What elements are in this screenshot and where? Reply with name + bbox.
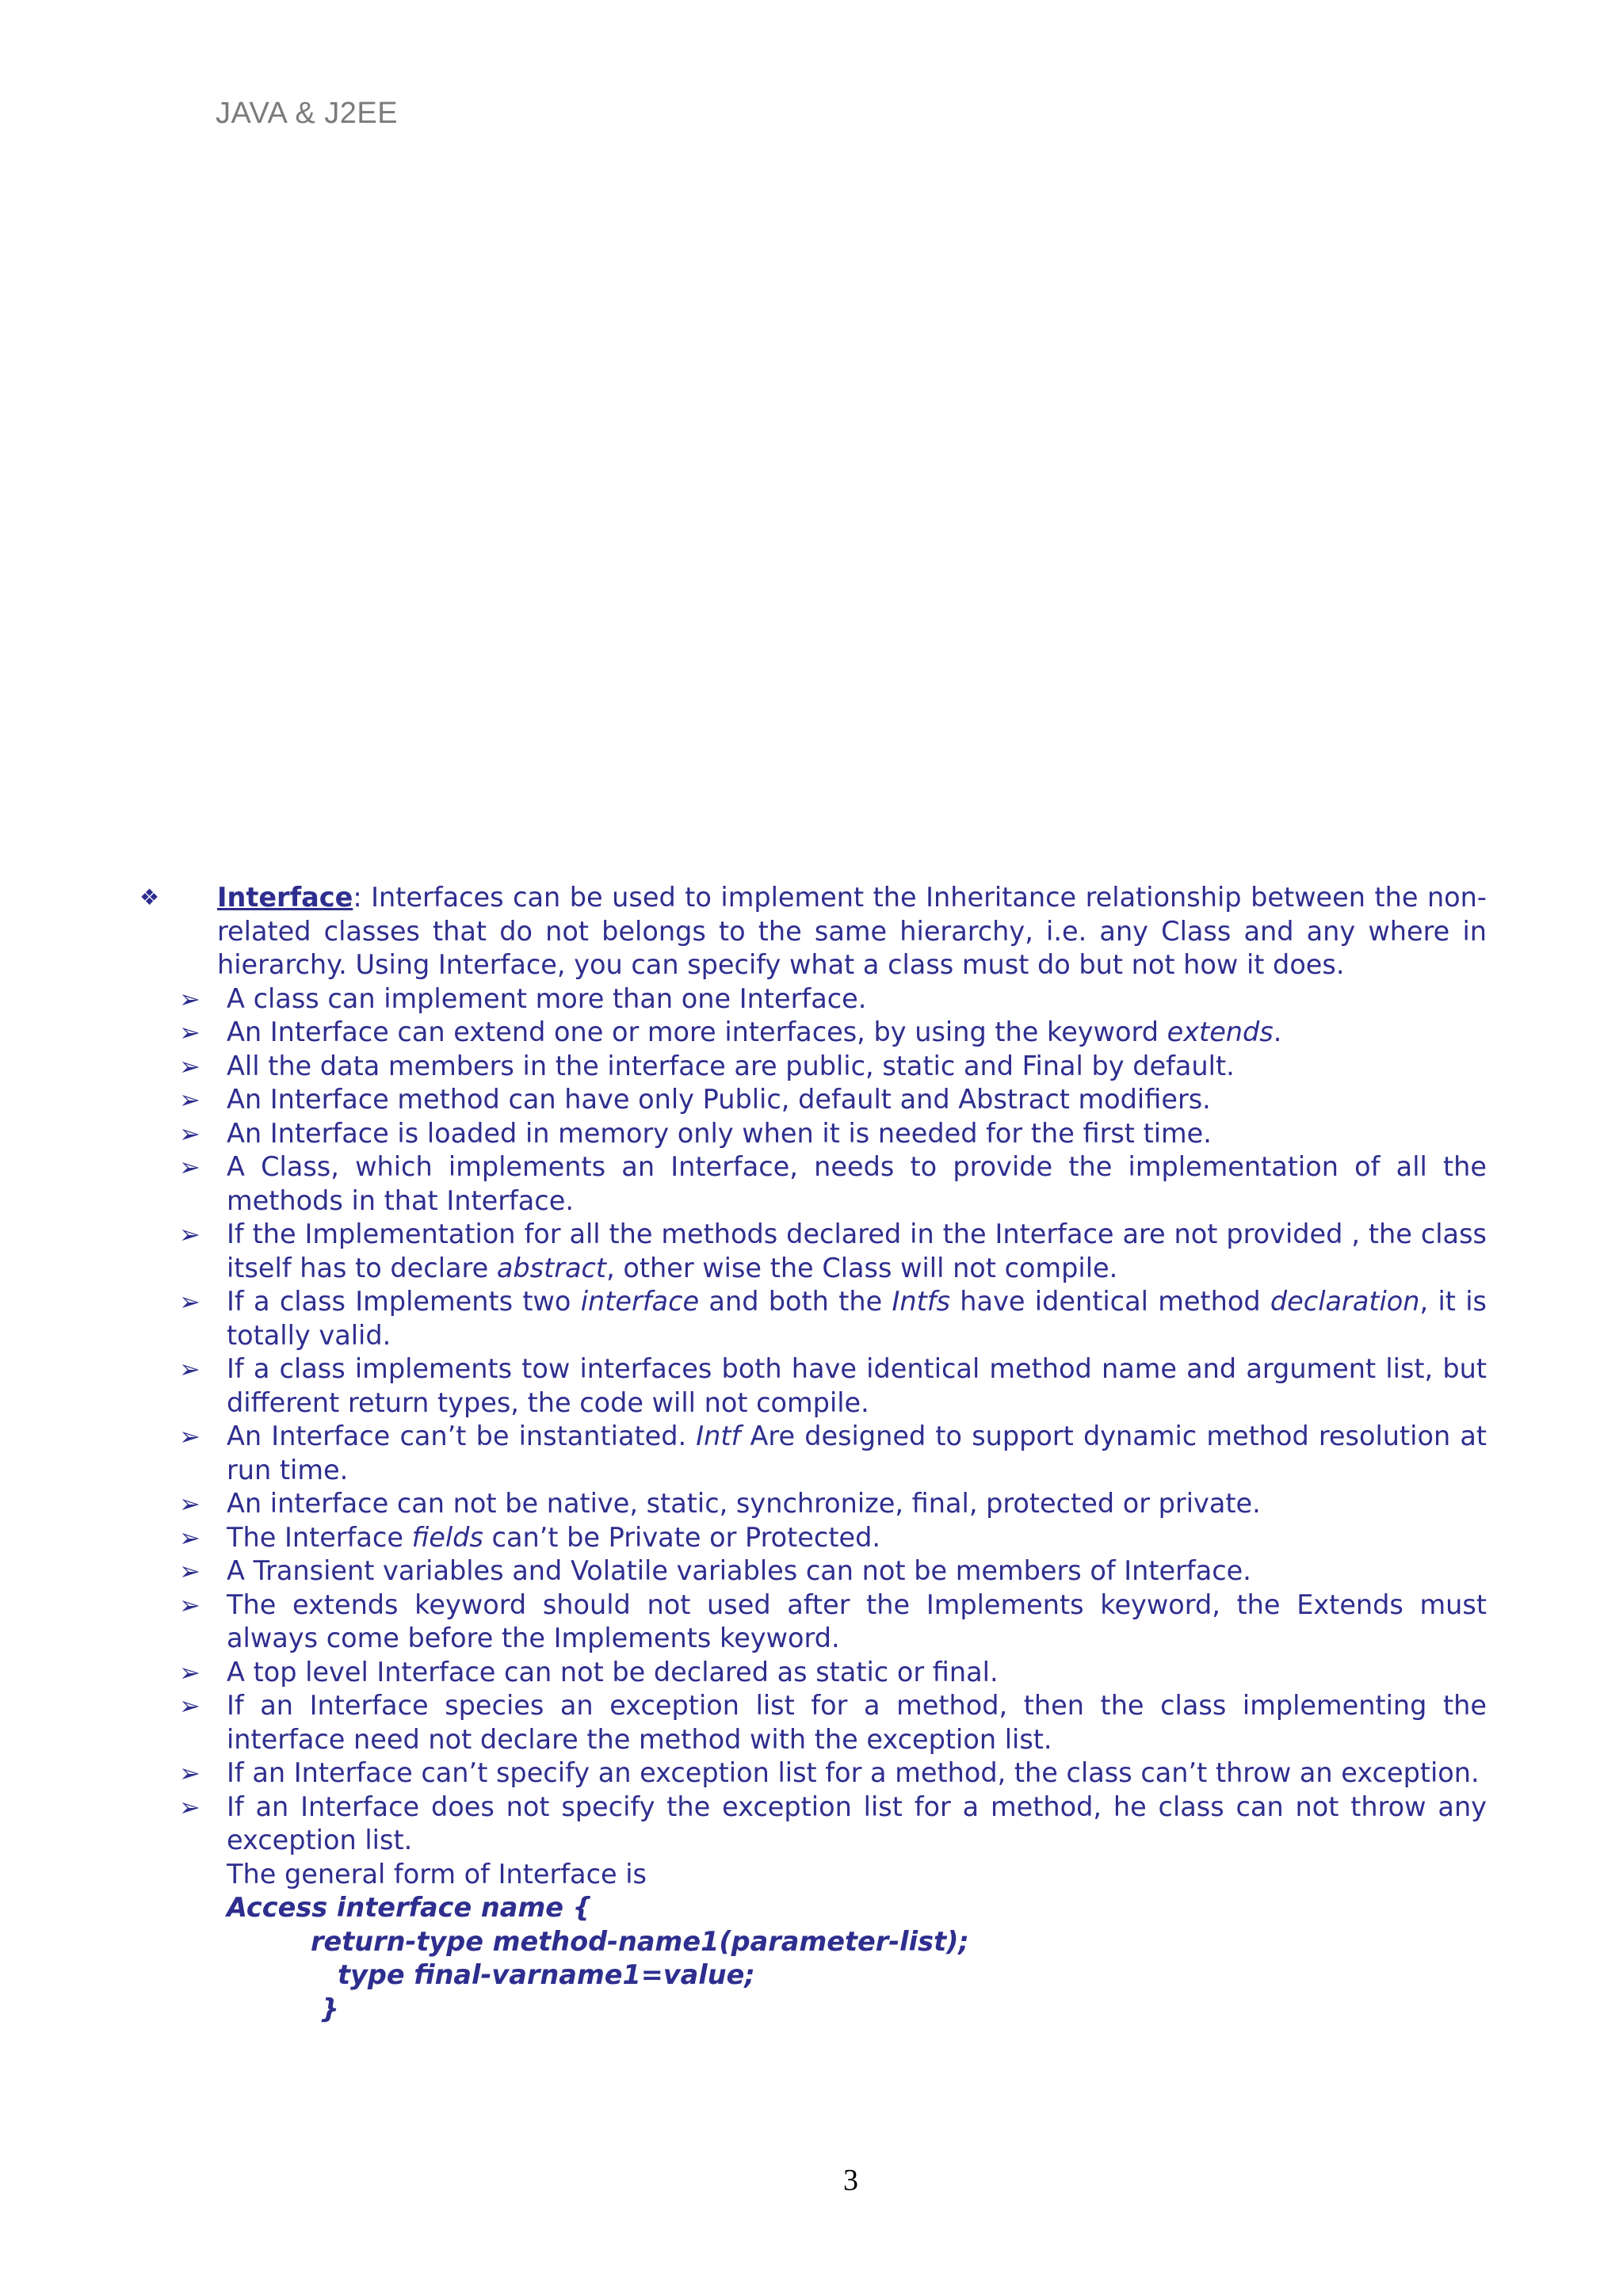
arrowhead-icon: ➢ (179, 1758, 200, 1788)
bullet-text: All the data members in the interface are public, static and Final by default. (227, 1050, 1235, 1081)
bullet-item (135, 1487, 1487, 1521)
section-term: Interface (217, 882, 353, 913)
bullet-text: , it is totally valid. (227, 1286, 1487, 1351)
bullet-text: If the Implementation for all the methods declared in the Interface are not provided , the class itself has to declare (227, 1219, 1487, 1283)
code-line: Access interface name { (227, 1892, 592, 1923)
bullet-text: An Interface is loaded in memory only when it is needed for the first time. (227, 1117, 1212, 1149)
bullet-item (135, 1352, 1487, 1420)
bullet-item (135, 1554, 1487, 1589)
bullet-text-italic: Intfs (892, 1286, 950, 1317)
bullet-text: If an Interface does not specify the exception list for a method, he class can not throw any exception list. (227, 1791, 1487, 1855)
bullet-text: , other wise the Class will not compile. (606, 1252, 1118, 1283)
bullet-text: Are designed to support dynamic method resolution at run time. (227, 1421, 1487, 1486)
bullet-text: An Interface method can have only Public, default and Abstract modifiers. (227, 1084, 1211, 1115)
bullet-text-italic: fields (411, 1521, 483, 1553)
arrowhead-icon: ➢ (179, 1489, 200, 1519)
arrowhead-icon: ➢ (179, 1017, 200, 1047)
bullet-text: The extends keyword should not used after the Implements keyword, the Extends must always come before the Implements keyword. (227, 1589, 1487, 1653)
bullet-text-italic: abstract (496, 1252, 607, 1283)
bullet-text: If a class implements tow interfaces both have identical method name and argument list, but different return types, the code will not compile. (227, 1353, 1487, 1418)
bullet-text: A Class, which implements an Interface, needs to provide the implementation of all the methods in that Interface. (227, 1151, 1487, 1216)
arrowhead-icon: ➢ (179, 1118, 200, 1149)
arrowhead-icon: ➢ (179, 1051, 200, 1081)
arrowhead-icon: ➢ (179, 1085, 200, 1115)
bullet-item (135, 1791, 1487, 1858)
code-line: type final-varname1=value; (338, 1959, 755, 1990)
bullet-item (135, 1285, 1487, 1352)
bullet-item (135, 1689, 1487, 1756)
bullet-text-italic: interface (580, 1286, 700, 1317)
arrowhead-icon: ➢ (179, 1657, 200, 1688)
bullet-item (135, 1218, 1487, 1285)
section-term-colon: : (353, 882, 362, 913)
bullet-text: A top level Interface can not be declared as static or final. (227, 1656, 999, 1688)
bullet-item (135, 1589, 1487, 1656)
arrowhead-icon: ➢ (179, 1522, 200, 1553)
bullet-list (135, 982, 1487, 1858)
bullet-item (135, 1117, 1487, 1151)
code-line: } (320, 1993, 339, 2024)
code-line: return-type method-name1(parameter-list); (311, 1925, 969, 1957)
arrowhead-icon: ➢ (179, 1219, 200, 1249)
bullet-item (135, 982, 1487, 1016)
bullet-text: and both the (699, 1286, 892, 1317)
bullet-text-italic: declaration (1270, 1286, 1420, 1317)
bullet-text: If an Interface can’t specify an exception list for a method, the class can’t throw an exception. (227, 1757, 1480, 1788)
arrowhead-icon: ➢ (179, 1421, 200, 1451)
arrowhead-icon: ➢ (179, 1152, 200, 1182)
arrowhead-icon: ➢ (179, 1556, 200, 1586)
arrowhead-icon: ➢ (179, 1589, 200, 1620)
bullet-item (135, 1016, 1487, 1050)
bullet-text-italic: extends (1167, 1016, 1274, 1047)
bullet-item (135, 1521, 1487, 1555)
arrowhead-icon: ➢ (179, 983, 200, 1014)
bullet-text: The Interface (227, 1521, 412, 1553)
bullet-item (135, 1420, 1487, 1487)
arrowhead-icon: ➢ (179, 1691, 200, 1721)
bullet-text: An Interface can extend one or more interfaces, by using the keyword (227, 1016, 1167, 1047)
bullet-item (135, 1150, 1487, 1218)
section-intro-text: Interfaces can be used to implement the Inheritance relationship between the non-related classes that do not belongs to the same hierarchy, i.e. any Class and any where in hierarchy. Using Interface, you can specify what a class must do but not how it does. (217, 882, 1487, 980)
bullet-text: can’t be Private or Protected. (483, 1521, 880, 1553)
bullet-text: A class can implement more than one Interface. (227, 982, 867, 1014)
bullet-text: An interface can not be native, static, synchronize, final, protected or private. (227, 1488, 1261, 1519)
bullet-item (135, 1050, 1487, 1084)
arrowhead-icon: ➢ (179, 1287, 200, 1317)
bullet-text: . (1273, 1016, 1282, 1047)
bullet-text: An Interface can’t be instantiated. (227, 1421, 697, 1451)
bullet-text: If a class Implements two (227, 1286, 581, 1317)
bullet-text: have identical method (950, 1286, 1270, 1317)
bullet-text: A Transient variables and Volatile variables can not be members of Interface. (227, 1555, 1251, 1586)
interface-intro (135, 881, 1487, 982)
bullet-item (135, 1656, 1487, 1690)
arrowhead-icon: ➢ (179, 1354, 200, 1384)
arrowhead-icon: ➢ (179, 1791, 200, 1822)
bullet-item (135, 1083, 1487, 1117)
document-body (135, 881, 1487, 2026)
page-header: JAVA & J2EE (216, 97, 399, 130)
diamond-cluster-icon: ❖ (139, 884, 160, 910)
bullet-item (135, 1756, 1487, 1791)
bullet-text-italic: Intf (696, 1421, 741, 1451)
general-form-intro: The general form of Interface is (227, 1858, 647, 1890)
bullet-text: If an Interface species an exception list for a method, then the class implementing the interface need not declare the method with the exception list. (227, 1690, 1487, 1755)
page-number: 3 (843, 2164, 858, 2197)
